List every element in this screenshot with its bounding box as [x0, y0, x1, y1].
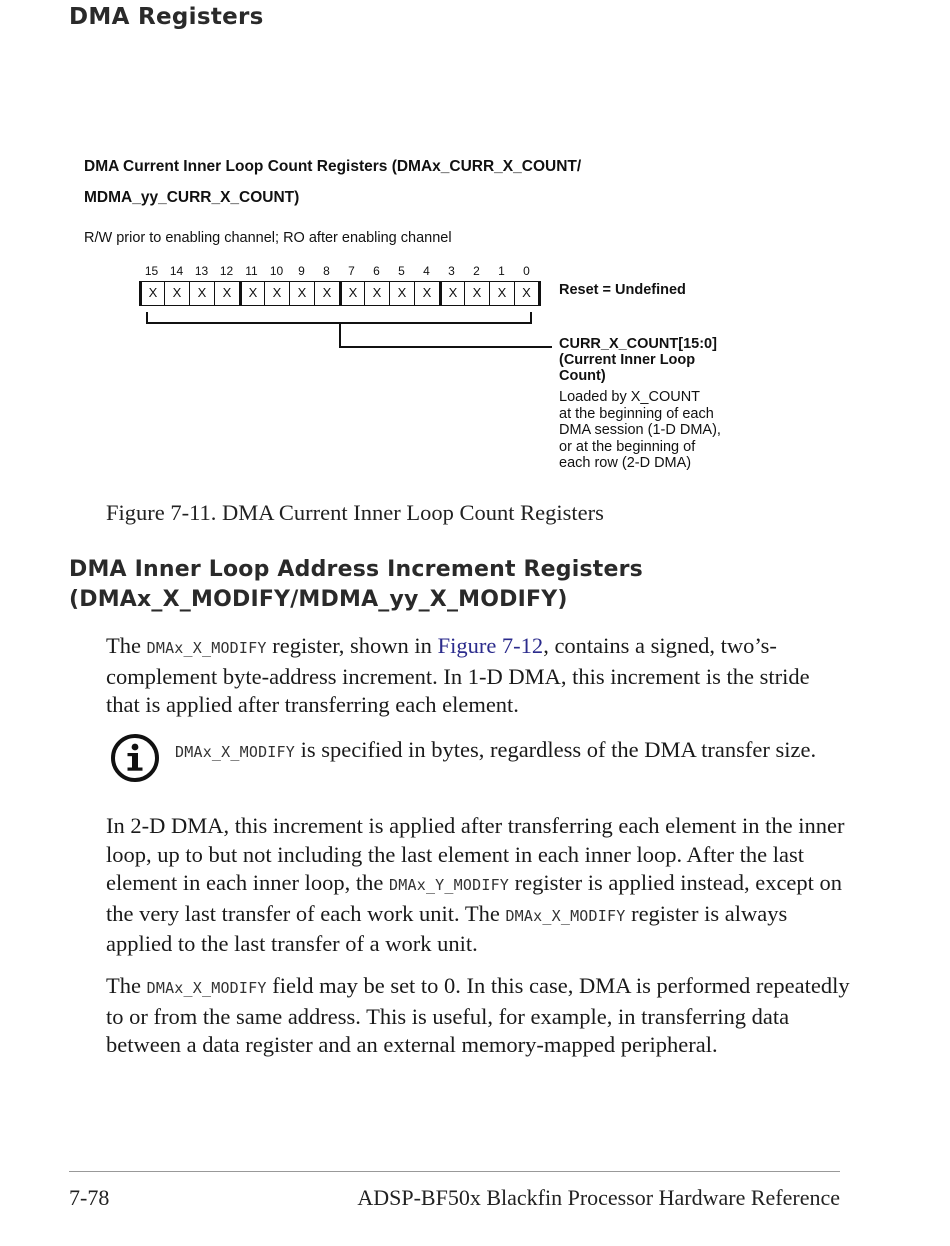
field-note-line: Loaded by X_COUNT — [559, 389, 701, 405]
field-note-line: or at the beginning of — [559, 438, 696, 455]
bit-number: 9 — [298, 264, 305, 278]
bit-number: 10 — [269, 264, 284, 278]
bit-cell: X — [489, 281, 514, 306]
bit-number: 8 — [323, 264, 330, 278]
bit-number: 14 — [169, 264, 184, 278]
field-note — [559, 389, 721, 472]
page-number: 7-78 — [69, 1185, 110, 1210]
subsection-title — [69, 555, 643, 615]
bit-number: 15 — [144, 264, 159, 278]
bit-cell: X — [139, 281, 164, 306]
field-name: CURR_X_COUNT[15:0] — [559, 336, 717, 352]
bit-cell: X — [364, 281, 389, 306]
field-note-line: at the beginning of each — [559, 405, 714, 422]
bit-number: 4 — [423, 264, 430, 278]
register-name: DMAx_X_MODIFY — [146, 639, 267, 657]
paragraph-2 — [106, 812, 851, 959]
text: register, shown in — [266, 633, 438, 658]
text: register is applied instead, except on the very last transfer of each work unit. The — [106, 870, 843, 926]
bit-cell: X — [214, 281, 239, 306]
footer-rule — [69, 1171, 840, 1172]
info-circle-icon — [110, 733, 162, 785]
text: register is always applied to the last transfer of a work unit. — [106, 900, 788, 956]
bit-number: 5 — [398, 264, 405, 278]
text: The — [106, 633, 147, 658]
bit-cell: X — [264, 281, 289, 306]
bit-cell: X — [389, 281, 414, 306]
bit-cell: X — [239, 281, 264, 306]
text: The — [106, 973, 147, 998]
register-name: DMAx_X_MODIFY — [505, 906, 626, 925]
bit-number: 1 — [498, 264, 505, 278]
field-desc-line2: Count) — [559, 368, 606, 384]
bit-cell: X — [514, 281, 541, 306]
bit-cell: X — [339, 281, 364, 306]
paragraph-1 — [106, 632, 846, 720]
note-text — [175, 736, 845, 767]
subsection-title-line1: DMA Inner Loop Address Increment Registers — [69, 557, 643, 582]
bit-number: 6 — [373, 264, 380, 278]
bit-cell: X — [289, 281, 314, 306]
bit-cell: X — [464, 281, 489, 306]
field-note-line: each row (2-D DMA) — [559, 455, 692, 471]
field-note-line: DMA session (1-D DMA), — [559, 422, 721, 438]
book-title: ADSP-BF50x Blackfin Processor Hardware Reference — [357, 1185, 840, 1210]
bit-number: 2 — [473, 264, 480, 278]
bit-number: 13 — [194, 264, 209, 278]
section-title: DMA Registers — [69, 4, 264, 30]
figure-title-line1: DMA Current Inner Loop Count Registers (DMAx_CURR_X_COUNT/ — [84, 158, 582, 175]
text: In 2-D DMA, this increment is applied after transferring each element in the inner loop, up to but not including the last element in each inner loop. After the last element in each inner loop, the — [106, 813, 845, 895]
register-name: DMAx_X_MODIFY — [146, 979, 267, 997]
reset-value-label: Reset = Undefined — [559, 282, 686, 298]
field-desc-line1: (Current Inner Loop — [559, 352, 696, 368]
subsection-title-line2: (DMAx_X_MODIFY/MDMA_yy_X_MODIFY) — [69, 587, 568, 612]
bit-number: 3 — [448, 264, 455, 278]
bit-number: 0 — [523, 264, 530, 278]
register-name: DMAx_Y_MODIFY — [389, 876, 510, 894]
bit-number: 11 — [245, 264, 258, 278]
bit-cell: X — [439, 281, 464, 306]
text: field may be set to 0. In this case, DMA is performed repeatedly to or from the same address. This is useful, for example, in transferring data between a data register and an external memory-mapped peripheral. — [106, 973, 850, 1057]
bit-number: 7 — [348, 264, 355, 278]
bit-cell: X — [189, 281, 214, 306]
bit-number: 12 — [219, 264, 234, 278]
access-note: R/W prior to enabling channel; RO after enabling channel — [84, 230, 452, 246]
figure-caption: Figure 7-11. DMA Current Inner Loop Count Registers — [106, 500, 604, 525]
bit-cell: X — [164, 281, 189, 306]
figure-title-line2: MDMA_yy_CURR_X_COUNT) — [84, 189, 300, 206]
paragraph-3 — [106, 972, 851, 1060]
text: , contains a signed, two’s-complement byte-address increment. In 1-D DMA, this increment is the stride that is applied after transferring each element. — [106, 633, 810, 717]
text: is specified in bytes, regardless of the DMA transfer size. — [295, 737, 817, 762]
register-name: DMAx_X_MODIFY — [175, 743, 295, 761]
figure-link[interactable]: Figure 7-12 — [437, 633, 544, 658]
bit-cell: X — [414, 281, 439, 306]
bit-cell: X — [314, 281, 339, 306]
